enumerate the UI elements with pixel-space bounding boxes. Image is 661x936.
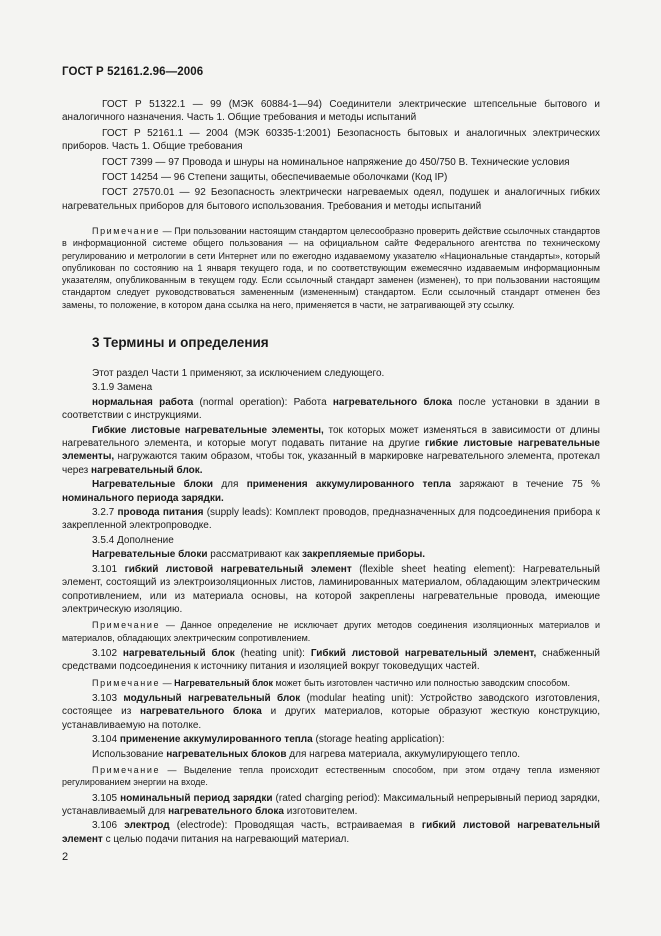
paragraph [62,819,600,846]
term-bold: нагревательного блока [332,396,453,408]
text-run: нагружаются таким образом, чтобы ток, указанный в маркировке нагревательного элемента, протекал через [62,451,600,476]
text-run: (normal operation): Работа [193,396,333,408]
text-run: ток которых может изменяться в зависимости от длины нагревательного элемента, и которые могут подавать питание на другие [62,424,600,450]
term-bold: нагревательный блок [122,647,235,659]
text-run: снабженный средствами подсоединения к источнику питания и изоляцией вокруг токоведущих частей. [62,647,600,673]
section-body [62,367,600,847]
references-note [62,225,600,311]
term-bold: применения аккумулированного тепла [246,479,451,491]
text-run: (flexible sheet heating element): Нагревательный элемент, состоящий из электроизоляционных листов, ламинированных материалом, обладающим электрическим сопротивлением, или из материала основы, на которой закреплены нагревательные провода, имеющие электрическую изоляцию. [62,563,600,615]
term-bold: гибкие листовые нагревательные элементы, [62,438,600,463]
text-run: (rated charging period): Максимальный непрерывный период зарядки, устанавливаемый для [62,792,601,818]
text-run: 3.105 [92,792,121,804]
text-run: 3.102 [92,647,123,659]
term-bold: нагревательных блоков [166,748,287,760]
paragraph [62,792,600,819]
text-run: (electrode): Проводящая часть, встраиваемая в [169,820,422,832]
reference-item: ГОСТ 7399 — 97 Провода и шнуры на номинальное напряжение до 450/750 В. Технические условия [102,156,570,168]
reference-item: ГОСТ 14254 — 96 Степени защиты, обеспечиваемые оболочками (Код IP) [102,172,448,184]
paragraph [62,396,600,423]
normative-references [62,98,600,215]
definition-note: Примечание — Выделение тепла происходит естественным способом, при этом отдачу тепла изменяют регулированием энергии на входе. [62,765,600,788]
term-bold: Нагревательный блок [174,677,274,688]
text-run: 3.103 [92,693,124,705]
term-bold: нагревательного блока [168,806,284,818]
term-bold: Нагревательные блоки [92,479,214,491]
text-run: изготовителем. [284,806,358,818]
paragraph [62,478,600,505]
term-bold: номинальный период зарядки [120,792,273,804]
paragraph [62,506,600,533]
paragraph [62,563,600,617]
paragraph [62,548,600,561]
term-bold: провода питания [117,507,204,519]
paragraph [62,692,600,732]
term-bold: нормальная работа [92,396,194,408]
section-title: 3 Термины и определения [92,335,269,350]
term-bold: нагревательный блок. [91,464,203,476]
text-run: (supply leads): Комплект проводов, предназначенных для подсоединения прибора к закрепленной электропроводке. [62,507,600,532]
text-run: и других материалов, которые образуют жесткую конструкцию, устанавливаемую на потолке. [62,706,600,731]
term-bold: модульный нагревательный блок [123,693,301,705]
paragraph [62,647,600,674]
paragraph [62,748,600,761]
text-run: для нагрева материала, аккумулирующего тепло. [286,748,521,760]
paragraph [62,424,600,478]
term-bold: нагревательного блока [140,706,262,718]
term-bold: гибкий листовой нагревательный элемент [124,563,352,575]
paragraph [62,733,600,746]
note-label: Примечание [92,226,161,236]
term-bold: Гибкий листовой нагревательный элемент, [310,647,537,659]
page-number: 2 [62,851,69,863]
term-bold: Гибкие листовые нагревательные элементы, [92,424,324,436]
note-text: — При пользовании настоящим стандартом целесообразно проверить действие ссылочных стандартов в информационной системе общего пользования — на официальном сайте Федерального агентства по техническому регулированию и метрологии в сети Интернет или по ежегодно издаваемому указателю «Национальные стандарты», который опубликован по состоянию на 1 января текущего года, и по соответствующим ежемесячно издаваемым информационным указателям, опубликованным в текущем году. Если ссылочный стандарт заменен (изменен), то при пользовании настоящим стандартом следует руководствоваться замененным (измененным) стандартом. Если ссылочный стандарт отменен без замены, то положение, в котором дана ссылка на него, применяется в части, не затрагивающей эту ссылку. [62,226,600,310]
text-run: (modular heating unit): Устройство заводского изготовления, состоящее из [62,693,600,718]
paragraph: 3.5.4 Дополнение [92,534,174,546]
paragraph: 3.1.9 Замена [92,382,153,394]
text-run: 3.104 [92,734,120,746]
term-bold: применение аккумулированного тепла [119,734,313,746]
text-run: — [160,677,175,688]
reference-item: ГОСТ 27570.01 — 92 Безопасность электрически нагреваемых одеял, подушек и аналогичных гибких нагревательных приборов для бытового использования. Требования и методы испытаний [62,187,600,212]
term-bold: Нагревательные блоки [92,549,208,561]
term-bold: гибкий листовой нагревательный элемент [62,820,600,845]
paragraph: Этот раздел Части 1 применяют, за исключением следующего. [92,368,385,379]
text-run: после установки в здании в соответствии с инструкциями. [62,396,600,422]
definition-note: Примечание — Нагревательный блок может быть изготовлен частично или полностью заводским способом. [92,677,570,688]
text-run: 3.106 [92,820,125,832]
text-run: (storage heating application): [312,734,445,746]
term-bold: закрепляемые приборы. [302,549,426,561]
term-bold: электрод [124,820,170,832]
term-bold: номинального периода зарядки. [62,492,224,504]
reference-item: ГОСТ Р 51322.1 — 99 (МЭК 60884-1—94) Соединители электрические штепсельные бытового и аналогичного назначения. Часть 1. Общие требования и методы испытаний [62,99,600,124]
reference-item: ГОСТ Р 52161.1 — 2004 (МЭК 60335-1:2001) Безопасность бытовых и аналогичных электрических приборов. Часть 1. Общие требования [62,127,600,153]
text-run: заряжают в течение 75 % [450,479,601,491]
text-run: с целью подачи питания на нагревающий материал. [102,833,350,845]
text-run: может быть изготовлен частично или полностью заводским способом. [273,677,570,688]
text-run: 3.101 [92,563,125,575]
text-run: рассматривают как [207,549,303,561]
text-run: для [213,479,247,491]
text-run: Использование [92,748,167,760]
text-run: 3.2.7 [92,507,118,519]
text-run: (heating unit): [234,647,311,659]
definition-note: Примечание — Данное определение не исключает других методов соединения изоляционных материалов и материалов, обладающих электрическим сопротивлением. [62,620,600,643]
document-header: ГОСТ Р 52161.2.96—2006 [62,66,204,78]
